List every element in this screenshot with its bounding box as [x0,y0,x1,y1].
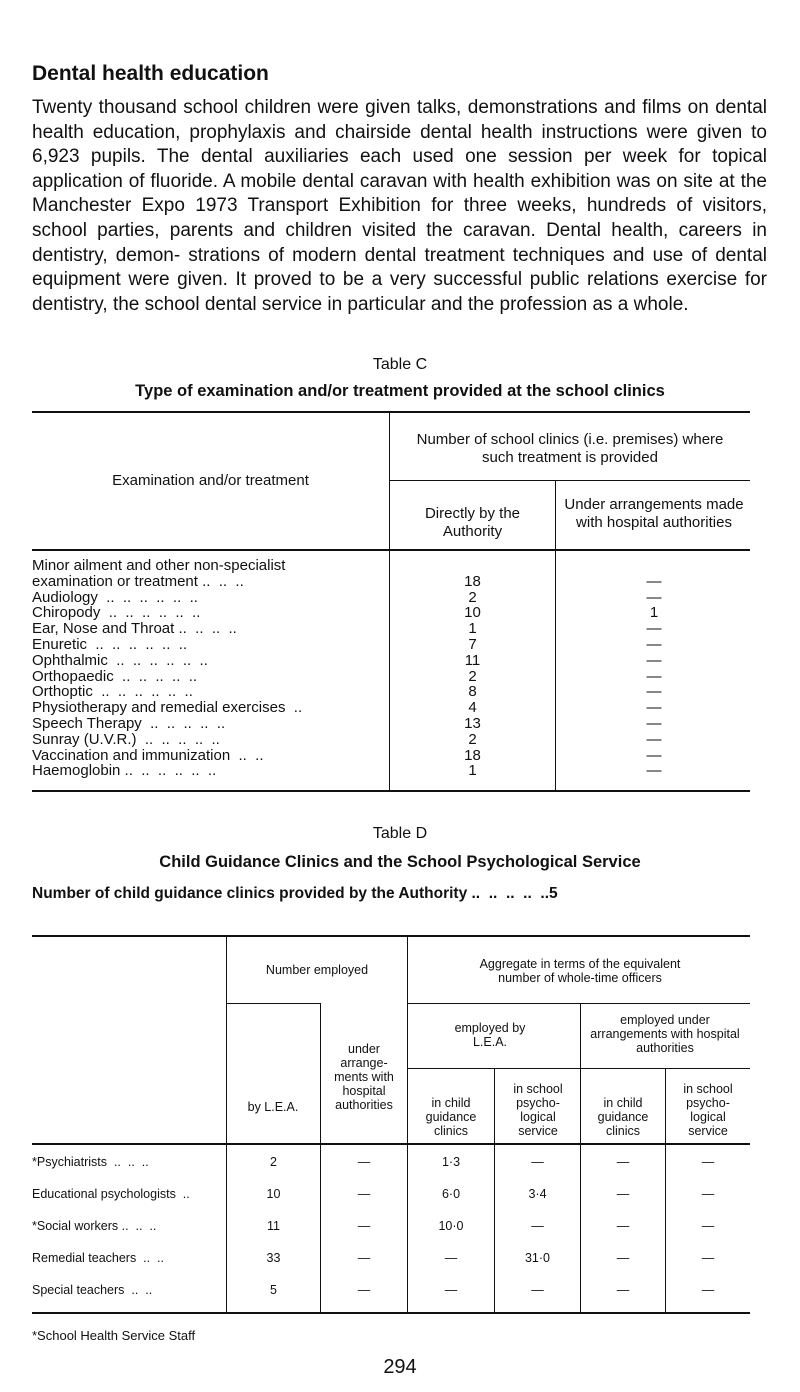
table-c-cell-hospital: — [646,683,662,701]
section-paragraph: Twenty thousand school children were given talks, demonstrations and films on dental health education, prophylaxis and chairside dental health instructions were given to 6,923 pupils. The dental auxiliaries each used one session per week for topical application of fluoride. A mobile dental caravan with health exhibition was on site at the Manchester Expo 1973 Transport Exhibition for three weeks, hundreds of visitors, school parties, parents and children visited the caravan. Dental health, careers in dentistry, demon- strations of modern dental treatment techniques and use of dental equipment were given. It proved to be a very successful public relations exercise for dentistry, the school dental service in particular and the profession as a whole. [32,97,767,315]
table-c-cell-direct: 13 [464,715,481,732]
table-d-cell-c4: — [531,1219,544,1233]
table-c-bottom-rule [32,790,750,792]
table-d-count-line: Number of child guidance clinics provided by the Authority .. .. .. .. ..5 [32,885,558,902]
table-c-col-direct: Directly by the Authority [424,505,521,540]
table-d-cell-c3: 6·0 [441,1187,461,1201]
table-d-cell-c4: — [531,1155,544,1169]
table-c-row-label: Minor ailment and other non-specialist [32,557,286,574]
table-d-cell-c3: 10·0 [438,1219,464,1233]
table-d-hdr-school-psych-1: in school psycho- logical service [513,1082,563,1138]
table-d-cell-c5: — [616,1251,630,1265]
table-c-cell-hospital: 1 [649,604,659,622]
table-d-row-label: *Social workers .. .. .. [32,1219,157,1233]
table-c-cell-hospital: — [646,699,662,717]
table-c-cell-hospital: — [646,651,662,669]
table-c-cell-hospital: — [646,588,662,606]
section-heading: Dental health education [32,62,269,85]
table-c-sub-rule [390,480,750,481]
table-d-cell-c3: — [444,1251,458,1265]
table-c-row-label: Ear, Nose and Throat .. .. .. .. [32,620,237,638]
table-d-cell-c6: — [701,1251,715,1265]
table-c-row-label: Vaccination and immunization .. .. [32,746,264,764]
table-c-cell-direct: 18 [464,746,481,764]
table-c-row-label: Physiotherapy and remedial exercises .. [32,699,303,717]
table-c-row-label: Ophthalmic .. .. .. .. .. .. [32,651,208,669]
table-d-sub-rule-1 [227,1003,320,1004]
table-c-cell-hospital: — [646,762,662,780]
table-c-row-label: examination or treatment .. .. .. [32,572,244,590]
table-c-cell-direct: 2 [468,667,477,685]
table-d-row-label: Special teachers .. .. [32,1283,153,1297]
table-d-hdr-child-clinics-2: in child guidance clinics [597,1096,649,1138]
table-d-cell-c2: — [357,1219,371,1233]
table-d-caption: Table D [372,825,428,842]
table-c-divider-1 [389,412,390,790]
table-d-cell-c1: 33 [266,1251,281,1265]
table-d-cell-c3: 1·3 [441,1155,461,1169]
table-c-col-exam: Examination and/or treatment [112,472,309,489]
table-c-cell-direct: 4 [468,699,477,717]
table-c-row-label: Enuretic .. .. .. .. .. .. [32,636,188,653]
table-d-hdr-employed-lea: employed by L.E.A. [454,1021,526,1049]
table-d-bottom-rule [32,1312,750,1314]
table-d-cell-c4: — [531,1283,544,1297]
table-d-cell-c5: — [616,1155,630,1169]
table-d-row-label: *Psychiatrists .. .. .. [32,1155,149,1169]
table-c-row-label: Orthopaedic .. .. .. .. .. [32,667,198,685]
table-c-cell-direct: 8 [468,683,477,701]
table-d-cell-c6: — [701,1155,715,1169]
table-c-row-label: Haemoglobin .. .. .. .. .. .. [32,762,217,780]
table-c-header-rule [32,549,750,551]
table-d-sub-rule-3 [408,1068,750,1069]
table-d-cell-c1: 5 [270,1283,277,1297]
table-c-cell-direct: 1 [468,620,477,638]
table-d-cell-c4: 31·0 [524,1251,551,1265]
table-d-top-rule [32,935,750,937]
table-c-row-label: Chiropody .. .. .. .. .. .. [32,604,201,622]
table-d-cell-c4: 3·4 [528,1187,547,1201]
table-c-cell-direct: 7 [468,636,477,653]
table-c-cell-hospital: — [646,620,662,638]
table-c-cell-direct: 1 [468,762,477,780]
table-d-cell-c5: — [616,1283,630,1297]
table-d-cell-c1: 2 [270,1155,277,1169]
table-d-hdr-employed-hosp: employed under arrangements with hospital authorities [590,1013,740,1055]
table-d-hdr-by-lea: by L.E.A. [247,1100,299,1114]
table-d-footnote: *School Health Service Staff [32,1328,196,1343]
table-d-hdr-child-clinics-1: in child guidance clinics [425,1096,477,1138]
table-c-cell-direct: 10 [464,604,481,622]
table-c-cell-direct: 18 [464,572,481,590]
table-c-row-label: Speech Therapy .. .. .. .. .. [32,715,226,732]
table-c-cell-direct: 2 [468,730,477,748]
table-d-hdr-school-psych-2: in school psycho- logical service [683,1082,733,1138]
table-d-hdr-under-arr: under arrange- ments with hospital authorities [334,1042,394,1112]
table-c-row-label: Sunray (U.V.R.) .. .. .. .. .. [32,730,220,748]
table-d-hdr-number-employed: Number employed [265,963,369,977]
table-d-hdr-aggregate: Aggregate in terms of the equivalent number of whole-time officers [479,957,681,985]
table-d-row-label: Remedial teachers .. .. [32,1251,165,1265]
table-c-cell-hospital: — [646,746,662,764]
table-c-caption: Table C [372,356,428,373]
table-c-title: Type of examination and/or treatment provided at the school clinics [135,382,665,400]
table-d-cell-c5: — [616,1219,630,1233]
table-c-top-rule [32,411,750,413]
table-d-cell-c2: — [357,1155,371,1169]
table-c-col-hospital: Under arrangements made with hospital authorities [564,496,744,531]
table-c-col-group: Number of school clinics (i.e. premises) where such treatment is provided [416,431,724,466]
table-c-divider-2 [555,480,556,790]
table-d-title: Child Guidance Clinics and the School Psychological Service [159,853,641,871]
table-d-cell-c6: — [701,1187,715,1201]
table-d-cell-c6: — [701,1283,715,1297]
table-d-sub-rule-2 [408,1003,750,1004]
table-d-cell-c1: 10 [266,1187,281,1201]
table-c-row-label: Audiology .. .. .. .. .. .. [32,588,198,606]
table-d-cell-c3: — [444,1283,458,1297]
table-c-cell-hospital: — [646,667,662,685]
table-c-cell-hospital: — [646,572,662,590]
page-number: 294 [383,1356,417,1378]
table-d-cell-c2: — [357,1187,371,1201]
table-d-cell-c2: — [357,1283,371,1297]
table-c-cell-hospital: — [646,636,662,653]
table-d-header-rule [32,1143,750,1145]
table-c-row-label: Orthoptic .. .. .. .. .. .. [32,683,193,701]
table-c-cell-hospital: — [646,730,662,748]
table-d-row-label: Educational psychologists .. [32,1187,190,1201]
table-d-cell-c2: — [357,1251,371,1265]
table-d-cell-c5: — [616,1187,630,1201]
table-d-cell-c1: 11 [267,1219,280,1233]
table-d-cell-c6: — [701,1219,715,1233]
table-c-cell-hospital: — [646,715,662,732]
table-c-cell-direct: 11 [464,651,481,669]
table-c-cell-direct: 2 [468,588,477,606]
